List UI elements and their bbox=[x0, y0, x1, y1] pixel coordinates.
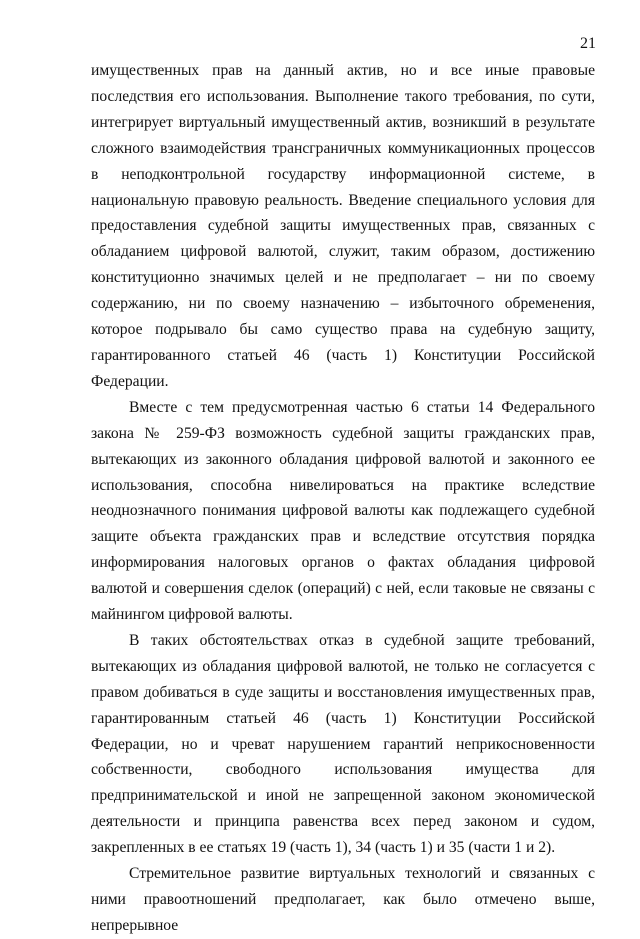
paragraph: Вместе с тем предусмотренная частью 6 статьи 14 Федерального закона № 259-ФЗ возможность судебной защиты гражданских прав, вытекающих из законного обладания цифровой валютой и законного ее использования, способна нивелироваться на практике вследствие неоднозначного понимания цифровой валюты как подлежащего судебной защите объекта гражданских прав и вследствие отсутствия порядка информирования налоговых органов о фактах обладания цифровой валютой и совершения сделок (операций) с ней, если таковые не связаны с майнингом цифровой валюты. bbox=[91, 398, 595, 624]
paragraph: В таких обстоятельствах отказ в судебной защите требований, вытекающих из обладания цифровой валютой, не только не согласуется с правом добиваться в суде защиты и восстановления имущественных прав, гарантированным статьей 46 (часть 1) Конституции Российской Федерации, но и чреват нарушением гарантий неприкосновенности собственности, свободного использования имущества для предпринимательской и иной не запрещенной законом экономической деятельности и принципа равенства всех перед законом и судом, закрепленных в ее статьях 19 (часть 1), 34 (часть 1) и 35 (части 1 и 2). bbox=[91, 631, 595, 857]
document-body bbox=[91, 58, 595, 939]
paragraph-continued: имущественных прав на данный актив, но и все иные правовые последствия его использования. Выполнение такого требования, по сути, интегрирует виртуальный имущественный актив, возникший в результате сложного взаимодействия трансграничных коммуникационных процессов в неподконтрольной государству информационной системе, в национальную правовую реальность. Введение специального условия для предоставления судебной защиты имущественных прав, связанных с обладанием цифровой валютой, служит, таким образом, достижению конституционно значимых целей и не предполагает – ни по своему содержанию, ни по своему назначению – избыточного обременения, которое подрывало бы само существо права на судебную защиту, гарантированного статьей 46 (часть 1) Конституции Российской Федерации. bbox=[91, 62, 595, 390]
page-number: 21 bbox=[580, 35, 596, 52]
paragraph-continues-next-page: Стремительное развитие виртуальных технологий и связанных с ними правоотношений предполагает, как было отмечено выше, непрерывное bbox=[91, 865, 595, 934]
